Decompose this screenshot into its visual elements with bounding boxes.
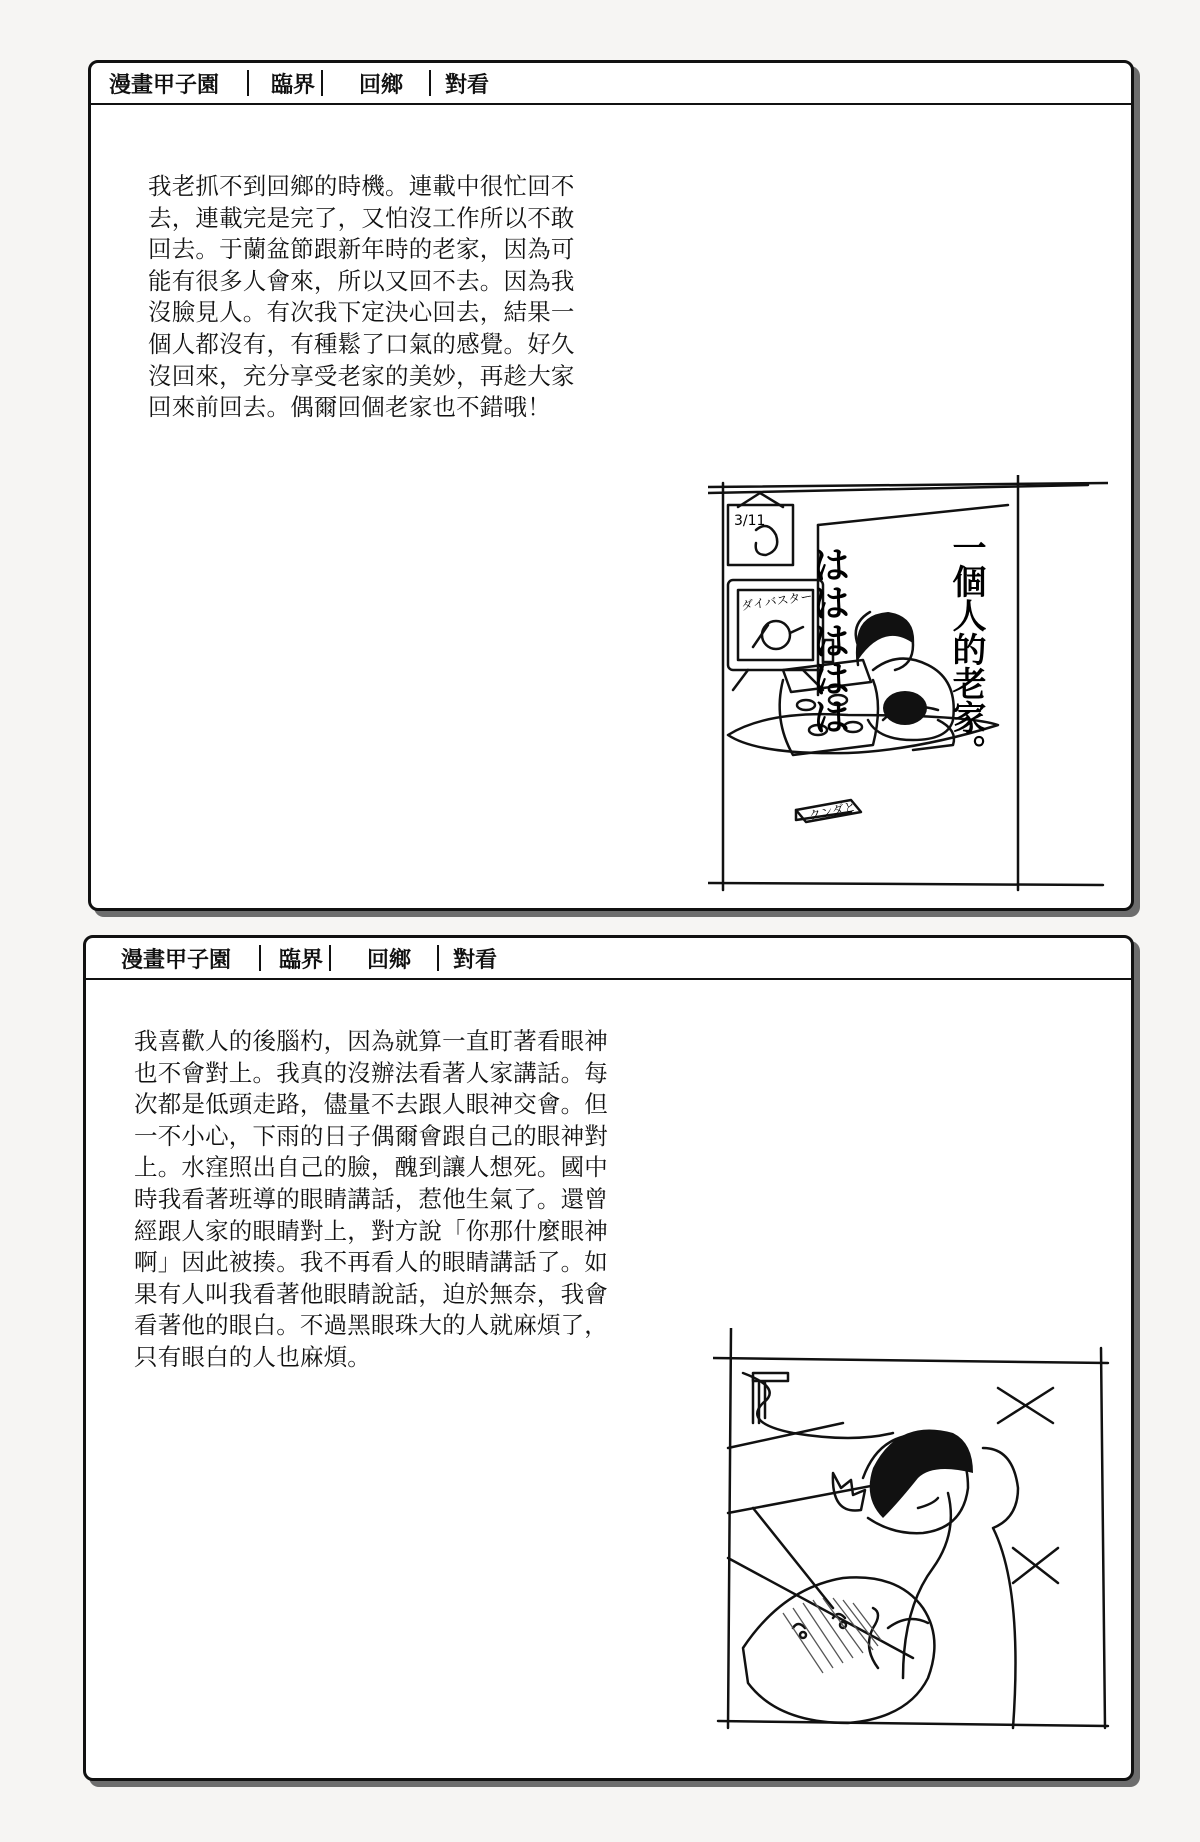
header-tab-homecoming: 回鄉 bbox=[359, 72, 404, 98]
header-title: 漫畫甲子園 bbox=[121, 947, 232, 973]
tv-screen-text: ダイバスター bbox=[740, 589, 814, 613]
header-divider bbox=[437, 945, 439, 971]
essay-text-homecoming: 我老抓不到回鄉的時機。連載中很忙回不 去，連載完是完了，又怕沒工作所以不敢 回去。于蘭盆節跟新年時的老家，因為可 能有很多人會來，所以又回不去。因為我 沒臉見人。有次我下定決心回去，結果一 個人都沒有，有種鬆了口氣的感覺。好久 沒回來，充分享受老家的美妙，再趁大家 回來前回去。偶爾回個老家也不錯哦！ bbox=[148, 172, 575, 422]
panel-header bbox=[86, 938, 1131, 980]
illustration-avoiding-eyes-drawing bbox=[713, 1328, 1113, 1748]
calendar-number: 3/11 bbox=[734, 513, 766, 529]
header-divider bbox=[329, 945, 331, 971]
header-divider bbox=[247, 70, 249, 96]
illustration-alone-at-home-drawing bbox=[708, 475, 1108, 895]
header-title: 漫畫甲子園 bbox=[109, 72, 220, 98]
vertical-caption: 一個人的老家。 bbox=[946, 530, 986, 768]
laugh-text: ははははは bbox=[806, 545, 850, 735]
book-title-text: クンダと bbox=[807, 799, 858, 823]
illustration-avoiding-eyes bbox=[713, 1328, 1113, 1748]
panel-header bbox=[91, 63, 1131, 105]
header-tab-critical: 臨界 bbox=[279, 947, 324, 973]
illustration-alone-at-home bbox=[708, 475, 1108, 895]
header-divider bbox=[429, 70, 431, 96]
essay-text-eye-contact: 我喜歡人的後腦杓，因為就算一直盯著看眼神 也不會對上。我真的沒辦法看著人家講話。每 次都是低頭走路，儘量不去跟人眼神交會。但 一不小心，下雨的日子偶爾會跟自己的眼神對 上。水窪照出自己的臉，醜到讓人想死。國中 時我看著班導的眼睛講話，惹他生氣了。還曾 經跟人家的眼睛對上，對方說「你那什麼眼神 啊」因此被揍。我不再看人的眼睛講話了。如 果有人叫我看著他眼睛說話，迫於無奈，我會 看著他的眼白。不過黑眼珠大的人就麻煩了， 只有眼白的人也麻煩。 bbox=[134, 1027, 608, 1371]
header-tab-eye-contact: 對看 bbox=[445, 72, 490, 98]
header-tab-critical: 臨界 bbox=[271, 72, 316, 98]
header-divider bbox=[259, 945, 261, 971]
header-tab-homecoming: 回鄉 bbox=[367, 947, 412, 973]
essay-panel-homecoming bbox=[88, 60, 1134, 911]
header-tab-eye-contact: 對看 bbox=[453, 947, 498, 973]
essay-panel-eye-contact bbox=[83, 935, 1134, 1781]
header-divider bbox=[321, 70, 323, 96]
